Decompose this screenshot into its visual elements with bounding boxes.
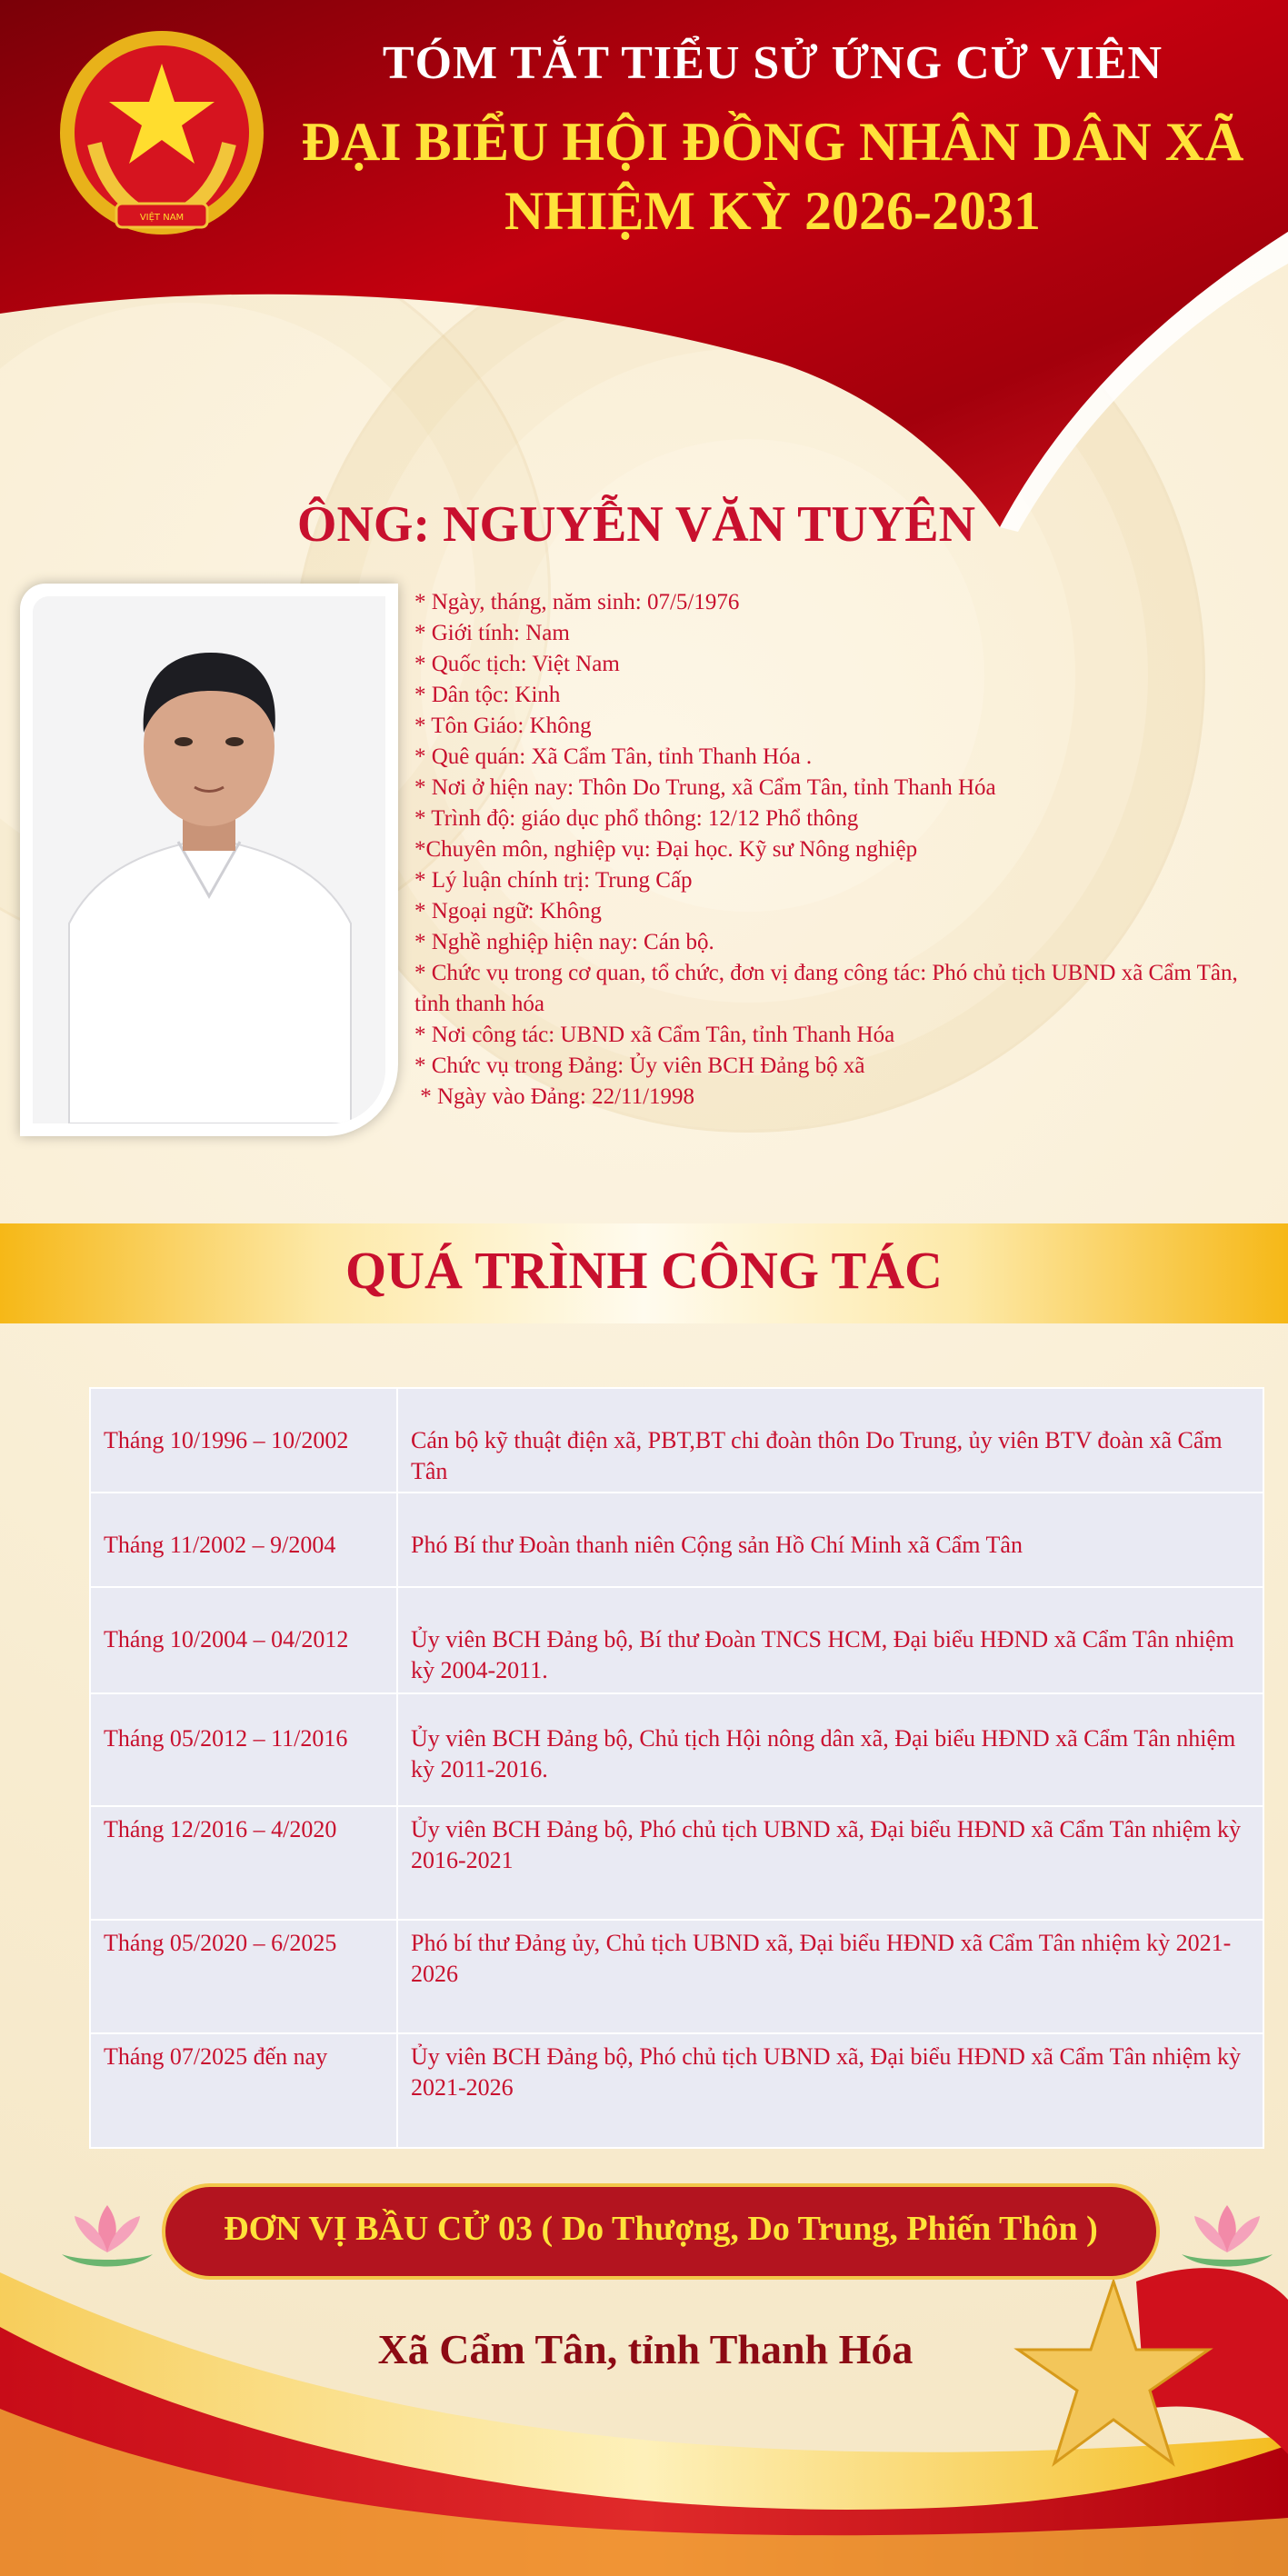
period-cell: Tháng 05/2012 – 11/2016 (90, 1693, 397, 1806)
candidate-photo-frame (20, 584, 398, 1136)
info-residence: * Nơi ở hiện nay: Thôn Do Trung, xã Cẩm Tân, tỉnh Thanh Hóa (414, 775, 996, 800)
gold-star-icon (1009, 2272, 1218, 2481)
period-cell: Tháng 10/2004 – 04/2012 (90, 1587, 397, 1693)
info-profession: *Chuyên môn, nghiệp vụ: Đại học. Kỹ sư Nông nghiệp (414, 837, 918, 862)
table-row (90, 1806, 1263, 1920)
info-ethnicity: * Dân tộc: Kinh (414, 683, 561, 707)
work-history-title: QUÁ TRÌNH CÔNG TÁC (345, 1241, 943, 1300)
info-birth: * Ngày, tháng, năm sinh: 07/5/1976 (414, 590, 740, 614)
info-workplace: * Nơi công tác: UBND xã Cẩm Tân, tỉnh Thanh Hóa (414, 1023, 895, 1047)
table-row (90, 1693, 1263, 1806)
electoral-unit-label: ĐƠN VỊ BẦU CỬ 03 ( Do Thượng, Do Trung, Phiến Thôn ) (224, 2210, 1098, 2248)
period-cell: Tháng 07/2025 đến nay (90, 2033, 397, 2148)
commune-name: Xã Cẩm Tân, tỉnh Thanh Hóa (377, 2326, 914, 2372)
info-foreign-language: * Ngoại ngữ: Không (414, 899, 602, 924)
description-cell: Ủy viên BCH Đảng bộ, Chủ tịch Hội nông dân xã, Đại biểu HĐND xã Cẩm Tân nhiệm kỳ 2011-2016. (397, 1693, 1263, 1806)
lotus-icon-left (53, 2198, 162, 2271)
work-history-table (89, 1387, 1264, 2149)
table-row (90, 1388, 1263, 1493)
period-cell: Tháng 12/2016 – 4/2020 (90, 1806, 397, 1920)
info-nationality: * Quốc tịch: Việt Nam (414, 652, 620, 676)
description-cell: Ủy viên BCH Đảng bộ, Phó chủ tịch UBND xã, Đại biểu HĐND xã Cẩm Tân nhiệm kỳ 2021-2026 (397, 2033, 1263, 2148)
description-cell: Ủy viên BCH Đảng bộ, Bí thư Đoàn TNCS HCM, Đại biểu HĐND xã Cẩm Tân nhiệm kỳ 2004-2011. (397, 1587, 1263, 1693)
table-row (90, 1493, 1263, 1587)
info-hometown: * Quê quán: Xã Cẩm Tân, tỉnh Thanh Hóa . (414, 744, 813, 769)
national-emblem-icon (53, 25, 271, 244)
info-political-theory: * Lý luận chính trị: Trung Cấp (414, 868, 693, 893)
description-cell: Cán bộ kỹ thuật điện xã, PBT,BT chi đoàn thôn Do Trung, ủy viên BTV đoàn xã Cẩm Tân (397, 1388, 1263, 1493)
info-party-join-date: * Ngày vào Đảng: 22/11/1998 (414, 1084, 695, 1109)
table-row (90, 1920, 1263, 2033)
candidate-portrait-icon (33, 596, 385, 1123)
info-position: * Chức vụ trong cơ quan, tổ chức, đơn vị đang công tác: Phó chủ tịch UBND xã Cẩm Tân, tỉnh thanh hóa (414, 961, 1238, 1016)
info-religion: * Tôn Giáo: Không (414, 714, 592, 738)
period-cell: Tháng 11/2002 – 9/2004 (90, 1493, 397, 1587)
candidate-name: ÔNG: NGUYỄN VĂN TUYÊN (296, 496, 976, 553)
description-cell: Ủy viên BCH Đảng bộ, Phó chủ tịch UBND xã, Đại biểu HĐND xã Cẩm Tân nhiệm kỳ 2016-2021 (397, 1806, 1263, 1920)
header-title-line3: NHIỆM KỲ 2026-2031 (504, 181, 1041, 241)
candidate-photo (33, 596, 385, 1123)
info-party-position: * Chức vụ trong Đảng: Ủy viên BCH Đảng bộ xã (414, 1053, 865, 1078)
lotus-icon-right (1173, 2198, 1282, 2271)
svg-text:VIỆT NAM: VIỆT NAM (139, 213, 185, 223)
description-cell: Phó bí thư Đảng ủy, Chủ tịch UBND xã, Đại biểu HĐND xã Cẩm Tân nhiệm kỳ 2021-2026 (397, 1920, 1263, 2033)
description-cell: Phó Bí thư Đoàn thanh niên Cộng sản Hồ Chí Minh xã Cẩm Tân (397, 1493, 1263, 1587)
table-row (90, 1587, 1263, 1693)
period-cell: Tháng 10/1996 – 10/2002 (90, 1388, 397, 1493)
table-row (90, 2033, 1263, 2148)
info-education: * Trình độ: giáo dục phổ thông: 12/12 Phổ thông (414, 806, 859, 831)
info-gender: * Giới tính: Nam (414, 621, 570, 645)
header-title-line2: ĐẠI BIỂU HỘI ĐỒNG NHÂN DÂN XÃ (301, 112, 1244, 172)
candidate-info (414, 587, 1251, 1113)
period-cell: Tháng 05/2020 – 6/2025 (90, 1920, 397, 2033)
info-occupation: * Nghề nghiệp hiện nay: Cán bộ. (414, 930, 714, 954)
header-title-line1: TÓM TẮT TIỂU SỬ ỨNG CỬ VIÊN (382, 37, 1163, 89)
